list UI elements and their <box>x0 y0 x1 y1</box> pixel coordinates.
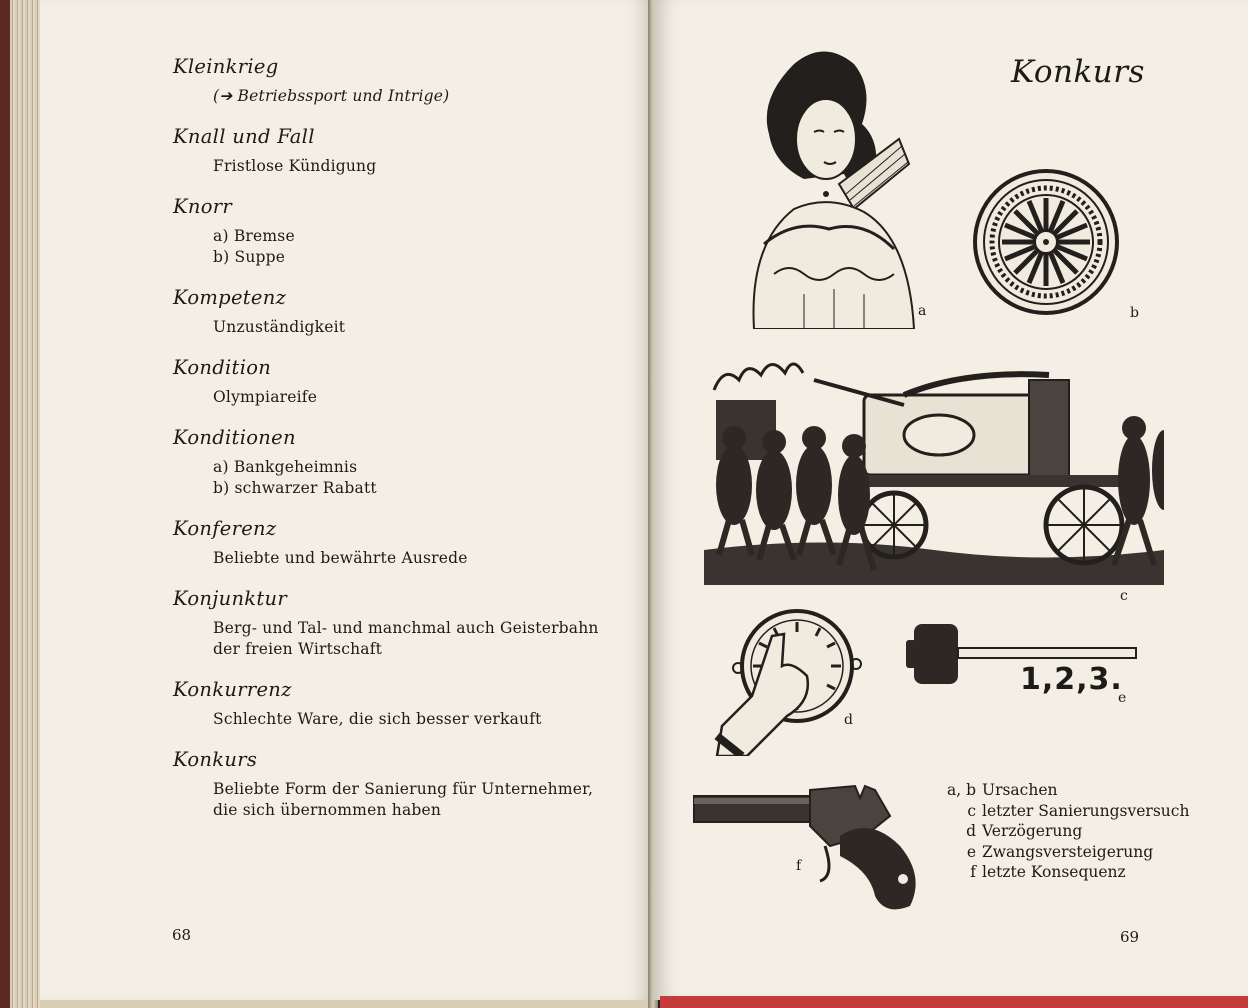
hammer-caption: 1,2,3. <box>1020 662 1123 697</box>
figure-label-a: a <box>918 303 927 319</box>
legend-key: c <box>967 801 976 820</box>
entry-knorr <box>173 194 643 268</box>
legend-row <box>938 801 1189 822</box>
figure-label-d: d <box>844 712 853 728</box>
entry-term: Knorr <box>173 195 233 218</box>
definition-line: der freien Wirtschaft <box>213 640 383 658</box>
definition-line: a) Bremse <box>213 227 295 245</box>
definition-line: Schlechte Ware, die sich besser verkauft <box>213 710 542 728</box>
legend-key: e <box>966 842 976 861</box>
definition-line: Olympiareife <box>213 388 318 406</box>
entry-definition <box>173 226 643 268</box>
figure-legend <box>938 780 1189 883</box>
entry-kondition <box>173 355 643 408</box>
definition-line: a) Bankgeheimnis <box>213 458 358 476</box>
entry-definition <box>173 86 643 107</box>
woman-with-fan-illustration <box>734 44 919 329</box>
definition-line: Beliebte Form der Sanierung für Unternehmer, <box>213 780 594 798</box>
entry-definition <box>173 387 643 408</box>
roulette-wheel-illustration <box>972 168 1120 316</box>
entry-term: Kompetenz <box>173 286 287 309</box>
entry-konkurs <box>173 747 643 821</box>
entry-konditionen <box>173 425 643 499</box>
figure-label-c: c <box>1120 588 1128 604</box>
figure-label-f: f <box>796 858 802 874</box>
figure-label-b: b <box>1130 305 1139 321</box>
definition-line: (➔ Betriebssport und Intrige) <box>213 87 450 105</box>
entry-term: Konkurs <box>173 748 258 771</box>
legend-row <box>938 780 1189 801</box>
entry-definition <box>173 457 643 499</box>
legend-text: Ursachen <box>982 781 1058 799</box>
legend-text: Verzögerung <box>982 822 1083 840</box>
definition-line: Unzuständigkeit <box>213 318 346 336</box>
entry-kleinkrieg <box>173 54 643 107</box>
legend-row <box>938 862 1189 883</box>
entry-term: Konferenz <box>173 517 277 540</box>
right-page-number: 69 <box>1120 928 1140 946</box>
clock-with-hand-illustration <box>712 606 862 756</box>
entry-definition <box>173 317 643 338</box>
legend-key: f <box>970 863 976 881</box>
entry-definition <box>173 618 643 660</box>
legend-text: letzte Konsequenz <box>982 863 1126 881</box>
entry-term: Kondition <box>173 356 272 379</box>
right-page <box>654 0 1248 1000</box>
definition-line: Fristlose Kündigung <box>213 157 377 175</box>
legend-key: d <box>966 822 976 840</box>
page-title: Konkurs <box>1011 54 1145 90</box>
fire-pump-wagon-illustration <box>704 350 1164 585</box>
entry-term: Konjunktur <box>173 587 288 610</box>
entry-knall-und-fall <box>173 124 643 177</box>
legend-text: Zwangsversteigerung <box>982 842 1154 861</box>
legend-key: a, b <box>946 781 976 799</box>
entry-term: Konkurrenz <box>173 678 292 701</box>
legend-row <box>938 842 1189 863</box>
pistol-illustration <box>690 776 930 916</box>
left-page-number: 68 <box>172 926 192 944</box>
entry-definition <box>173 779 643 821</box>
red-page-edge <box>660 996 1248 1008</box>
entry-definition <box>173 548 643 569</box>
entry-konkurrenz <box>173 677 643 730</box>
entry-term: Konditionen <box>173 426 296 449</box>
definition-line: b) Suppe <box>213 248 286 266</box>
legend-text: letzter Sanierungsversuch <box>982 801 1190 820</box>
entry-konjunktur <box>173 586 643 660</box>
definition-line: b) schwarzer Rabatt <box>213 479 377 497</box>
definition-line: die sich übernommen haben <box>213 801 442 819</box>
entry-definition <box>173 156 643 177</box>
book-page-edges <box>0 0 40 1008</box>
glossary-entries <box>173 54 643 838</box>
entry-definition <box>173 709 643 730</box>
definition-line: Beliebte und bewährte Ausrede <box>213 549 468 567</box>
definition-line: Berg- und Tal- und manchmal auch Geisterbahn <box>213 619 599 637</box>
entry-term: Kleinkrieg <box>173 55 279 78</box>
figure-label-e: e <box>1118 690 1127 706</box>
entry-term: Knall und Fall <box>173 125 315 148</box>
entry-konferenz <box>173 516 643 569</box>
entry-kompetenz <box>173 285 643 338</box>
legend-row <box>938 821 1189 842</box>
